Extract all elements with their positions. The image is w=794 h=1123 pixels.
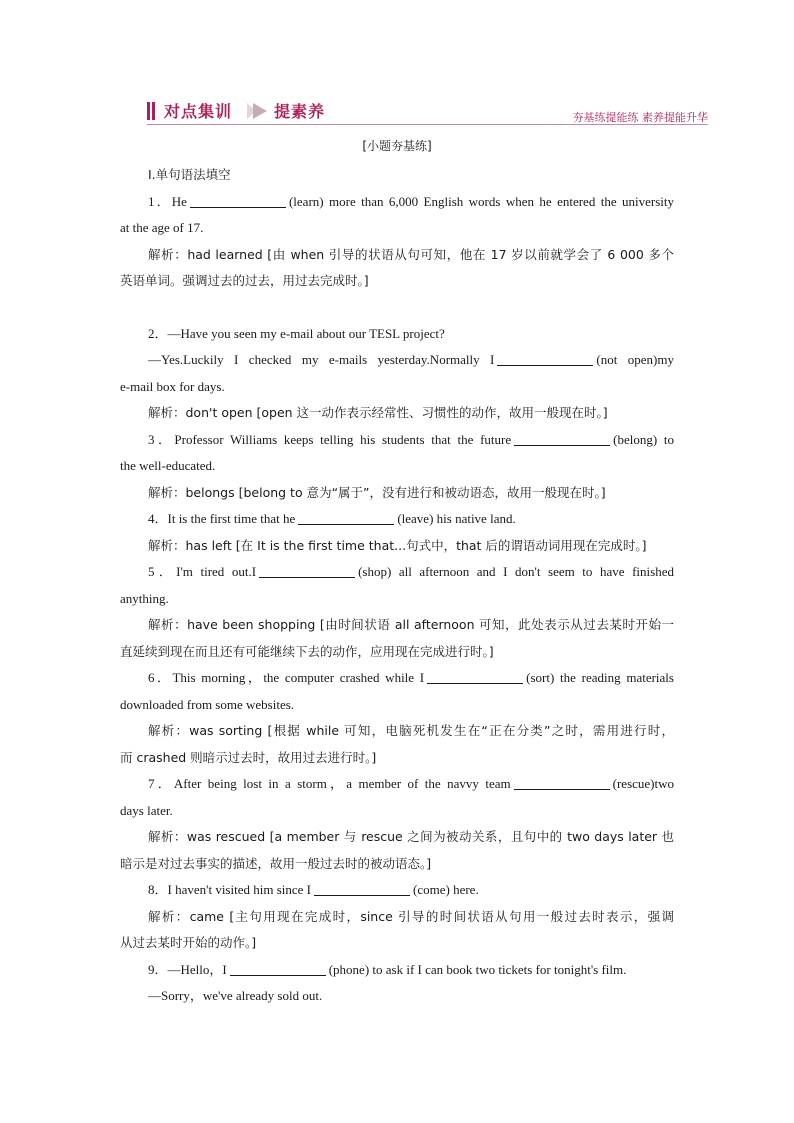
answer-3: 解析：belongs [belong to 意为“属于”，没有进行和被动语态，故用一般现在时。] [148, 484, 606, 500]
question-9-line-2: —Sorry，we've already sold out. [148, 988, 323, 1003]
answer-4: 解析：has left [在 It is the first time that...句式中，that 后的谓语动词用现在完成时。] [148, 537, 647, 553]
question-9-line-1: 9．—Hello，I (phone) to ask if I can book two tickets for tonight's film. [148, 961, 627, 977]
arrow-right-icon [253, 103, 267, 119]
answer-1-line-2: 英语单词。强调过去的过去，用过去完成时。] [120, 273, 369, 288]
answer-1-line-1: 解析：had learned [由 when 引导的状语从句可知，他在 17 岁以前就学会了 6 000 多个 [148, 246, 674, 262]
answer-2: 解析：don't open [open 这一动作表示经常性、习惯性的动作，故用一般现在时。] [148, 405, 608, 420]
header-title-left: 对点集训 [164, 102, 233, 121]
question-5-line-2: anything. [120, 590, 169, 606]
header-tagline: 夯基练提能练 素养提能升华 [572, 111, 708, 124]
question-3-line-1: 3．Professor Williams keeps telling his students that the future (belong) to [148, 431, 675, 447]
header-bars-icon [147, 102, 161, 120]
answer-7-line-2: 暗示是对过去事实的描述，故用一般过去时的被动语态。] [120, 855, 432, 871]
header-title-right: 提素养 [274, 102, 326, 121]
answer-8-line-2: 从过去某时开始的动作。] [120, 935, 257, 950]
question-7-line-2: days later. [120, 802, 173, 818]
answer-8-line-1: 解析：came [主句用现在完成时，since 引导的时间状语从句用一般过去时表示，强调 [148, 908, 674, 924]
question-1-line-2: at the age of 17. [120, 220, 204, 235]
question-2-line-1: 2．—Have you seen my e-mail about our TESL project? [148, 325, 445, 341]
question-6-line-1: 6．This morning，the computer crashed while I (sort) the reading materials [148, 670, 674, 685]
subtitle: [小题夯基练] [362, 139, 432, 153]
question-4: 4．It is the first time that he (leave) his native land. [148, 511, 516, 526]
answer-6-line-1: 解析：was sorting [根据 while 可知，电脑死机发生在“正在分类”之时，需用进行时， [148, 723, 674, 738]
question-6-line-2: downloaded from some websites. [120, 696, 295, 712]
answer-blank[interactable] [427, 669, 523, 684]
section-header [147, 99, 708, 125]
answer-5-line-2: 直延续到现在而且还有可能继续下去的动作，应用现在完成进行时。] [120, 643, 494, 659]
question-7-line-1: 7．After being lost in a storm，a member of the navvy team (rescue)two [148, 776, 674, 791]
header-divider [147, 124, 708, 125]
answer-blank[interactable] [497, 351, 593, 366]
answer-blank[interactable] [514, 775, 610, 790]
question-8: 8．I haven't visited him since I (come) here. [148, 882, 479, 897]
question-1-line-1: 1．He (learn) more than 6,000 English words when he entered the university [148, 193, 674, 209]
section-heading: Ⅰ.单句语法填空 [148, 167, 231, 182]
question-5-line-1: 5．I'm tired out.I (shop) all afternoon and I don't seem to have finished [148, 564, 674, 579]
answer-blank[interactable] [230, 961, 326, 976]
exercise-content [120, 162, 674, 1010]
question-2-line-3: e-mail box for days. [120, 378, 225, 394]
answer-6-line-2: 而 crashed 则暗示过去时，故用过去进行时。] [120, 749, 377, 765]
answer-blank[interactable] [314, 881, 410, 896]
answer-blank[interactable] [259, 563, 355, 578]
question-2-line-2: —Yes.Luckily I checked my e-mails yesterday.Normally I (not open)my [148, 352, 674, 367]
answer-7-line-1: 解析：was rescued [a member 与 rescue 之间为被动关系，且句中的 two days later 也 [148, 829, 674, 844]
answer-5-line-1: 解析：have been shopping [由时间状语 all afternoon 可知，此处表示从过去某时开始一 [148, 617, 674, 632]
question-3-line-2: the well-educated. [120, 458, 216, 473]
answer-blank[interactable] [298, 510, 394, 525]
answer-blank[interactable] [190, 193, 286, 208]
answer-blank[interactable] [514, 431, 610, 446]
